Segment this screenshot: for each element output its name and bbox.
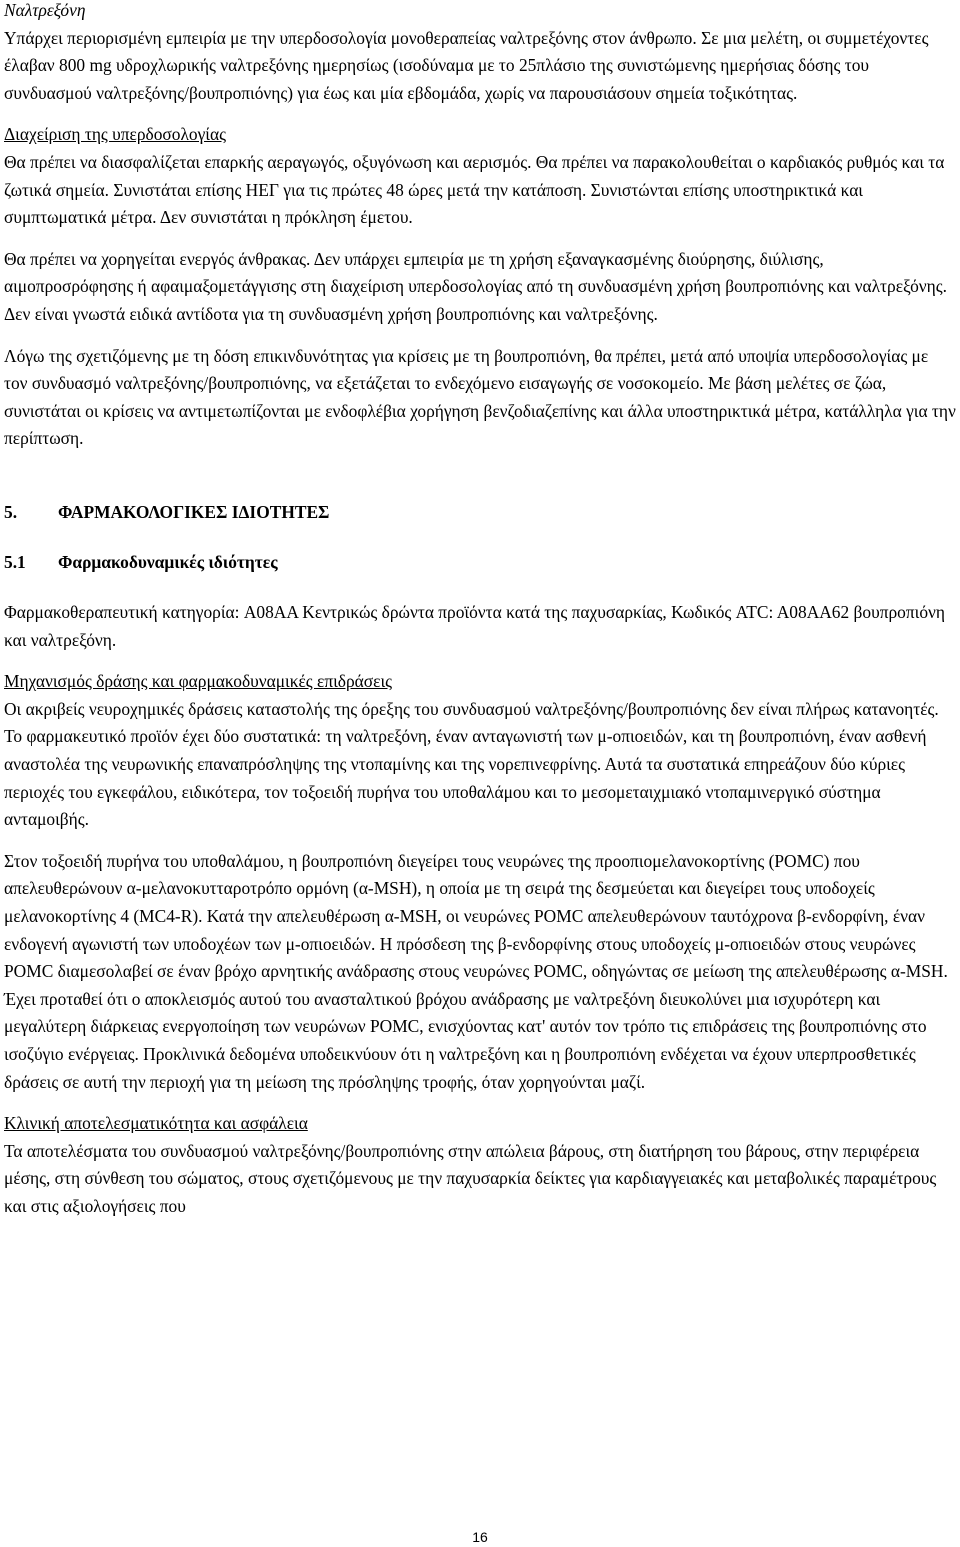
clinical-efficacy-heading: Κλινική αποτελεσματικότητα και ασφάλεια bbox=[4, 1113, 308, 1134]
section-5-number: 5. bbox=[4, 501, 18, 522]
section-5-1-number: 5.1 bbox=[4, 551, 26, 572]
activated-charcoal-paragraph: Θα πρέπει να χορηγείται ενεργός άνθρακας. Δεν υπάρχει εμπειρία με τη χρήση εξαναγκασμένης διούρησης, διύλισης, αιμοπροσρόφησης ή αφαιμαξομετάγγισης στη διαχείριση υπερδοσολογίας από τη συνδυασμένη χρήση βουπροπιόνης και ναλτρεξόνης. Δεν είναι γνωστά ειδικά αντίδοτα για τη συνδυασμένη χρήση βουπροπιόνης και ναλτρεξόνης. bbox=[4, 248, 947, 324]
arcuate-nucleus-paragraph: Στον τοξοειδή πυρήνα του υποθαλάμου, η βουπροπιόνη διεγείρει τους νευρώνες της προοπιομελανοκορτίνης (POMC) που απελευθερώνουν α-μελανοκυτταροτρόπο ορμόνη (α-MSH), η οποία με τη σειρά της δεσμεύεται και διεγείρει τους υποδοχείς μελανοκορτίνης 4 (MC4-R). Κατά την απελευθέρωση α-MSH, οι νευρώνες POMC απελευθερώνουν ταυτόχρονα β-ενδορφίνη, έναν ενδογενή αγωνιστή των υποδοχέων των μ-οπιοειδών. Η πρόσδεση της β-ενδορφίνης στους υποδοχείς μ-οπιοειδών στους νευρώνες POMC διαμεσολαβεί σε έναν βρόχο αρνητικής ανάδρασης στους νευρώνες POMC, οδηγώντας σε μείωση της απελευθέρωσης α-MSH. Έχει προταθεί ότι ο αποκλεισμός αυτού του ανασταλτικού βρόχου ανάδρασης με ναλτρεξόνη διευκολύνει μια ισχυρότερη και μεγαλύτερη διάρκειας ενεργοποίηση των νευρώνων POMC, ενισχύοντας κατ' αυτόν τον τρόπο τις επιδράσεις της βουπροπιόνης στο ισοζύγιο ενέργειας. Προκλινικά δεδομένα υποδεικνύουν ότι η ναλτρεξόνη και η βουπροπιόνη ενδέχεται να έχουν υπερπροσθετικές δράσεις σε αυτή την περιοχή για τη μείωση της πρόσληψης τροφής, όταν χορηγούνται μαζί. bbox=[4, 850, 948, 1092]
mechanism-paragraph: Οι ακριβείς νευροχημικές δράσεις καταστολής της όρεξης του συνδυασμού ναλτρεξόνης/βουπροπιόνης δεν είναι πλήρως κατανοητές. Το φαρμακευτικό προϊόν έχει δύο συστατικά: τη ναλτρεξόνη, έναν ανταγωνιστή των μ-οπιοειδών, και τη βουπροπιόνη, έναν ασθενή αναστολέα της νευρωνικής επαναπρόσληψης της ντοπαμίνης και της νορεπινεφρίνης. Αυτά τα συστατικά επηρεάζουν δύο κύριες περιοχές του εγκεφάλου, ειδικότερα, τον τοξοειδή πυρήνα του υποθαλάμου και το μεσομεταιχμιακό ντοπαμινεργικό σύστημα ανταμοιβής. bbox=[4, 698, 939, 830]
page-number: 16 bbox=[472, 1529, 488, 1545]
overdose-management-heading: Διαχείριση της υπερδοσολογίας bbox=[4, 124, 226, 145]
clinical-efficacy-paragraph: Τα αποτελέσματα του συνδυασμού ναλτρεξόνης/βουπροπιόνης στην απώλεια βάρους, στη διατήρηση του βάρους, στην περιφέρεια μέσης, στη σύνθεση του σώματος, στους σχετιζόμενους με την παχυσαρκία δείκτες για καρδιαγγειακές και μεταβολικές παραμέτρους και στις αξιολογήσεις που bbox=[4, 1140, 937, 1216]
seizure-paragraph: Λόγω της σχετιζόμενης με τη δόση επικινδυνότητας για κρίσεις με τη βουπροπιόνη, θα πρέπει, μετά από υποψία υπερδοσολογίας με τον συνδυασμό ναλτρεξόνης/βουπροπιόνης, να εξετάζεται το ενδεχόμενο εισαγωγής σε νοσοκομείο. Με βάση μελέτες σε ζώα, συνιστάται οι κρίσεις να αντιμετωπίζονται με ενδοφλέβια χορήγηση βενζοδιαζεπίνης και άλλα υποστηρικτικά μέτρα, κατάλληλα για την περίπτωση. bbox=[4, 345, 956, 449]
section-5-heading bbox=[4, 499, 956, 527]
naltrexone-paragraph: Υπάρχει περιορισμένη εμπειρία με την υπερδοσολογία μονοθεραπείας ναλτρεξόνης στον άνθρωπο. Σε μια μελέτη, οι συμμετέχοντες έλαβαν 800 mg υδροχλωρικής ναλτρεξόνης ημερησίως (ισοδύναμα με το 25πλάσιο της συνιστώμενης ημερήσιας δόσης του συνδυασμού ναλτρεξόνης/βουπροπιόνης) για έως και μία εβδομάδα, χωρίς να παρουσιάσουν σημεία τοξικότητας. bbox=[4, 27, 929, 103]
section-5-title: ΦΑΡΜΑΚΟΛΟΓΙΚΕΣ ΙΔΙΟΤΗΤΕΣ bbox=[58, 501, 330, 522]
section-5-1-title: Φαρμακοδυναμικές ιδιότητες bbox=[58, 551, 278, 572]
pharmacotherapeutic-group-paragraph: Φαρμακοθεραπευτική κατηγορία: A08AA Κεντρικώς δρώντα προϊόντα κατά της παχυσαρκίας, Κωδικός ATC: A08AA62 βουπροπιόνη και ναλτρεξόνη. bbox=[4, 602, 945, 650]
mechanism-heading: Μηχανισμός δράσης και φαρμακοδυναμικές επιδράσεις bbox=[4, 671, 393, 692]
overdose-management-paragraph: Θα πρέπει να διασφαλίζεται επαρκής αεραγωγός, οξυγόνωση και αερισμός. Θα πρέπει να παρακολουθείται ο καρδιακός ρυθμός και τα ζωτικά σημεία. Συνιστάται επίσης ΗΕΓ για τις πρώτες 48 ώρες μετά την κατάποση. Συνιστώνται επίσης υποστηρικτικά και συμπτωματικά μέτρα. Δεν συνιστάται η πρόκληση έμετου. bbox=[4, 151, 945, 228]
naltrexone-heading: Ναλτρεξόνη bbox=[4, 0, 86, 20]
section-5-1-heading bbox=[4, 549, 956, 577]
document-page bbox=[4, 0, 956, 1221]
